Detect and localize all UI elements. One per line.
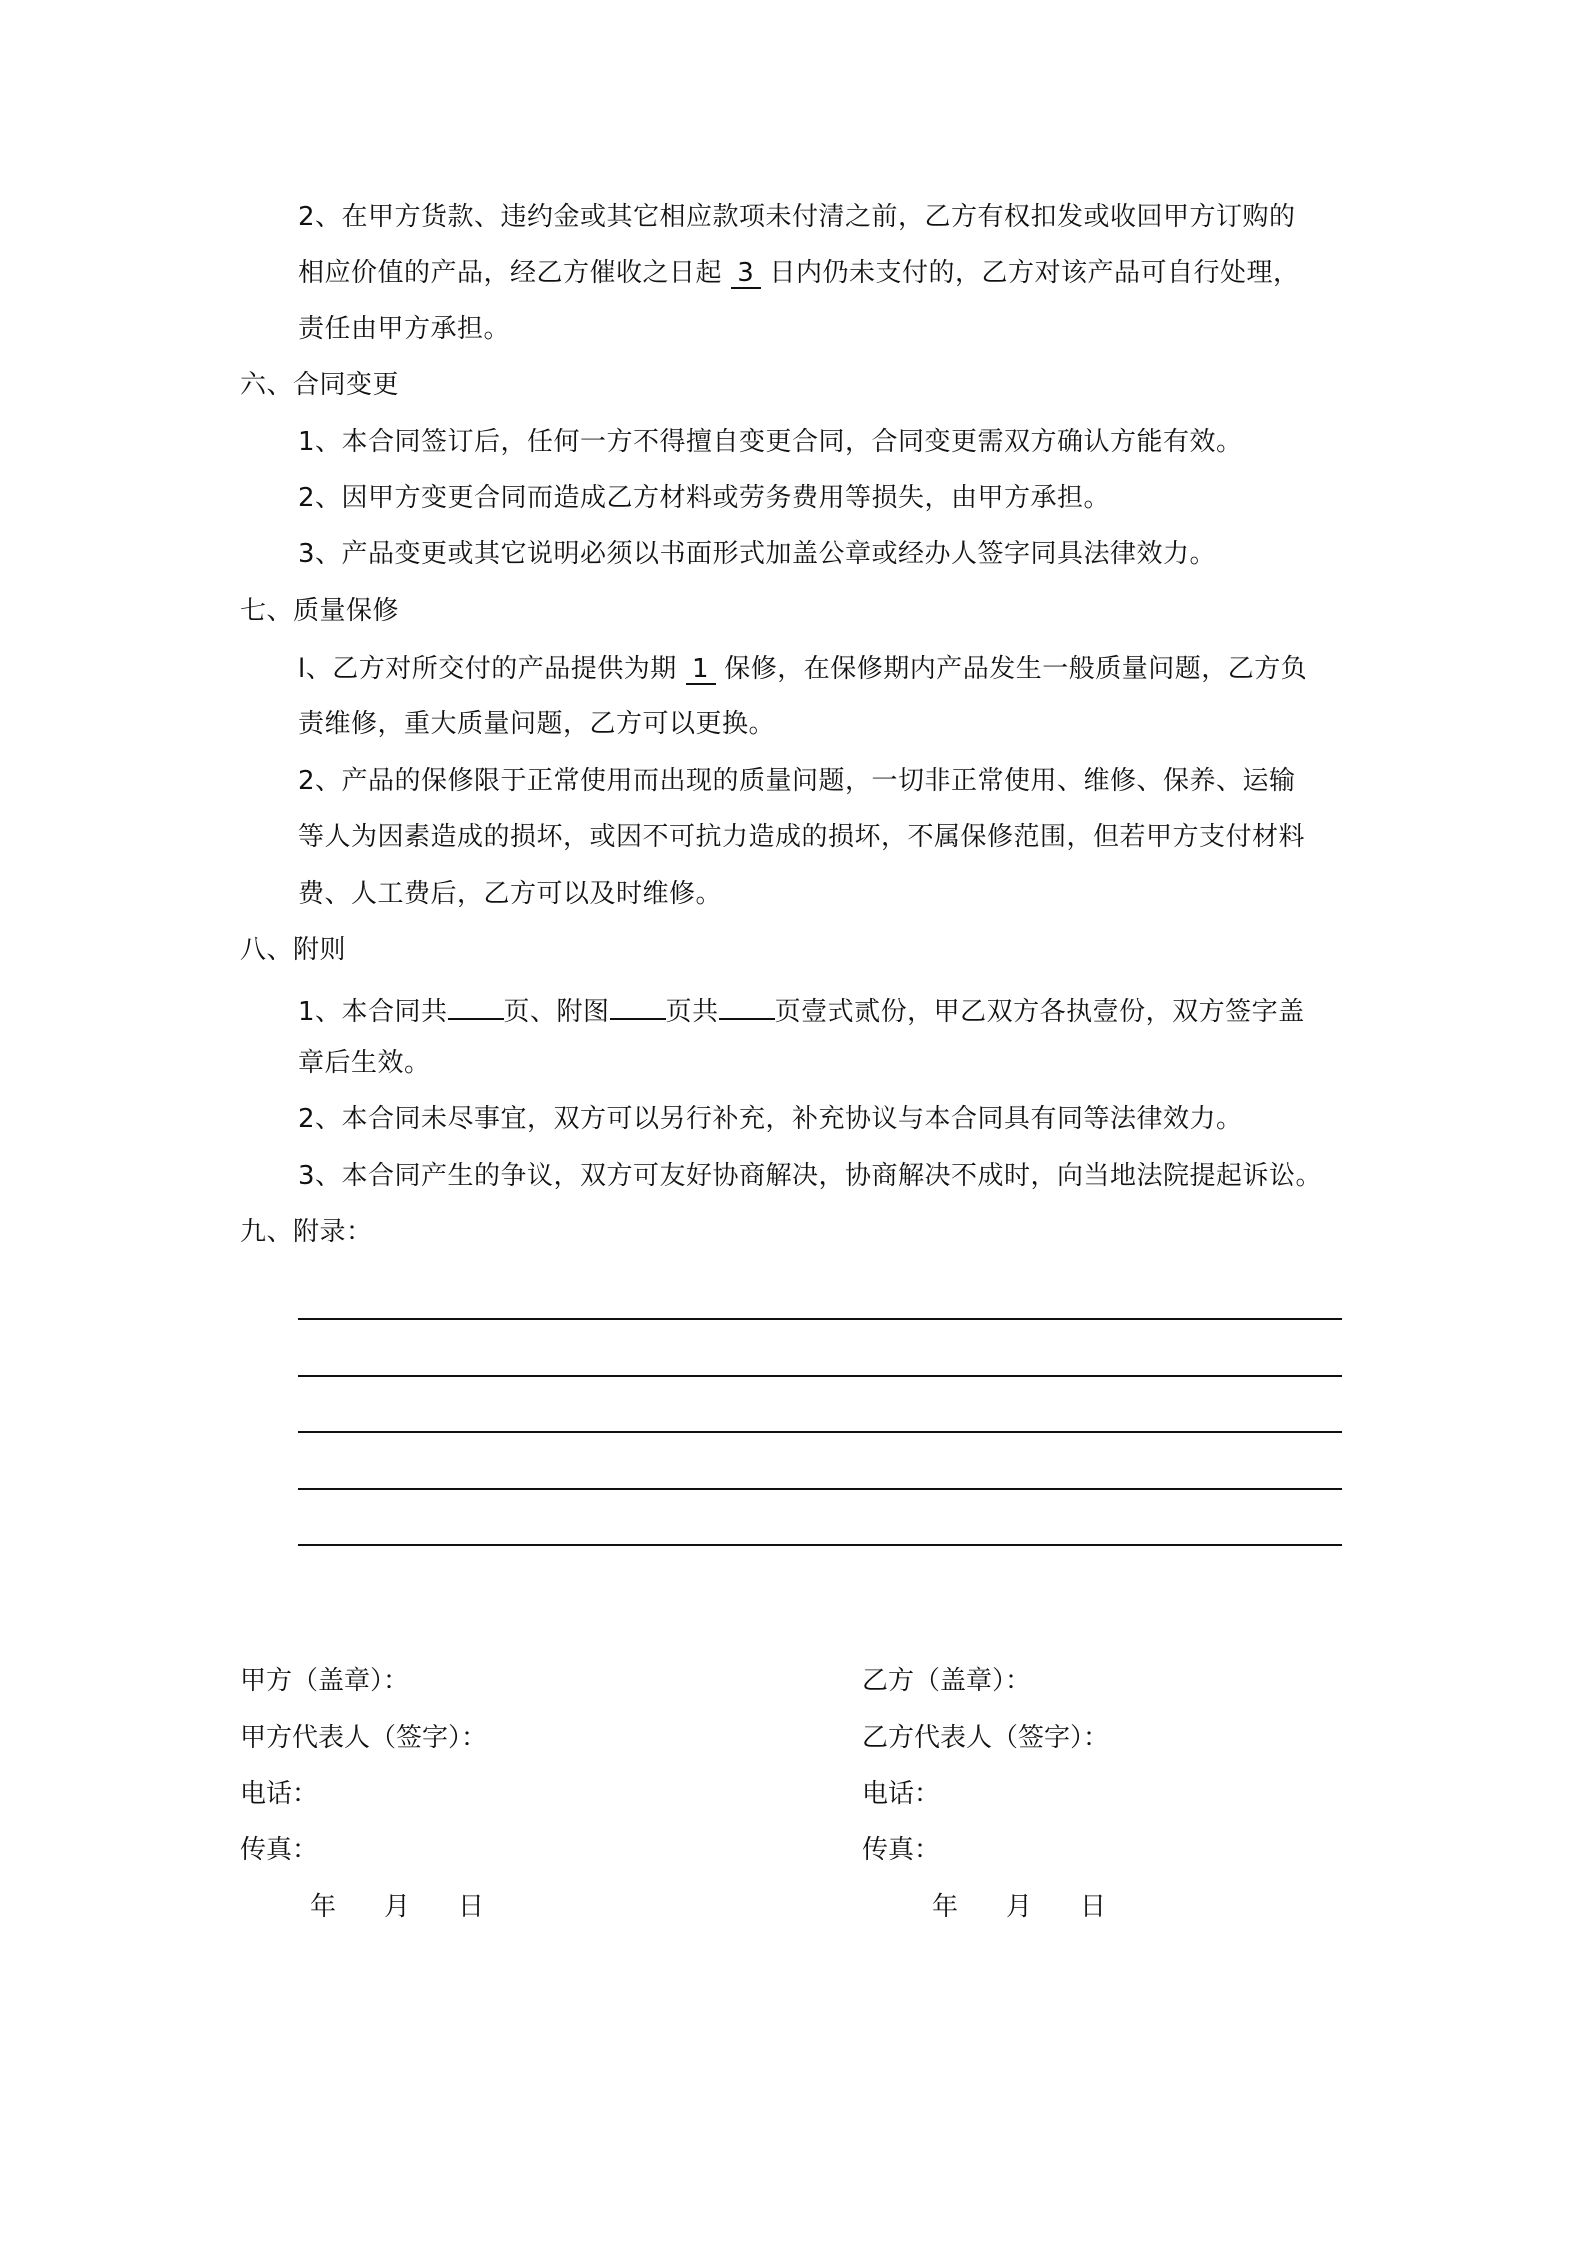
party-b-seal: 乙方（盖章）： [862,1666,1032,1696]
clause5-item2-line2 [298,256,1300,290]
clause6-item1: 1、本合同签订后，任何一方不得擅自变更合同，合同变更需双方确认方能有效。 [298,427,1243,457]
party-b-month: 月 [1006,1892,1033,1922]
appendix-line[interactable] [298,1488,1342,1490]
payment-days-value: 3 [731,259,761,289]
attachment-count-blank[interactable] [610,990,666,1020]
clause5-item2-line2-post: 日内仍未支付的，乙方对该产品可自行处理， [760,258,1300,288]
warranty-period-value: 1 [686,655,716,685]
clause7-item1-line1 [298,652,1307,686]
party-b-date [932,1890,1106,1924]
clause7-item1-pre: l、乙方对所交付的产品提供为期 [298,654,686,684]
clause6-heading: 六、合同变更 [240,370,400,400]
clause8-item1-line1 [298,990,1305,1029]
clause9-heading: 九、附录： [240,1217,373,1247]
page-count-blank[interactable] [448,990,504,1020]
clause8-item1-part4: 页壹式贰份，甲乙双方各执壹份，双方签字盖 [774,997,1305,1027]
party-a-month: 月 [384,1892,411,1922]
clause8-heading: 八、附则 [240,935,347,965]
party-b-fax: 传真： [862,1835,941,1865]
party-a-seal: 甲方（盖章）： [240,1666,410,1696]
clause7-item1-post: 保修，在保修期内产品发生一般质量问题，乙方负 [715,654,1308,684]
clause5-item2-line3: 责任由甲方承担。 [298,314,511,344]
total-pages-blank[interactable] [719,990,775,1020]
clause8-item1-part2: 页、附图 [503,997,610,1027]
appendix-line[interactable] [298,1544,1342,1546]
clause6-item3: 3、产品变更或其它说明必须以书面形式加盖公章或经办人签字同具法律效力。 [298,539,1217,569]
party-a-representative: 甲方代表人（签字）： [240,1723,488,1753]
party-a-date [310,1890,484,1924]
party-a-day: 日 [458,1892,485,1922]
clause8-item3: 3、本合同产生的争议，双方可友好协商解决，协商解决不成时，向当地法院提起诉讼。 [298,1161,1323,1191]
clause6-item2: 2、因甲方变更合同而造成乙方材料或劳务费用等损失，由甲方承担。 [298,483,1111,513]
clause7-heading: 七、质量保修 [240,596,400,626]
party-b-year: 年 [932,1892,959,1922]
clause5-item2-line1: 2、在甲方货款、违约金或其它相应款项未付清之前，乙方有权扣发或收回甲方订购的 [298,202,1296,232]
clause8-item1-part3: 页共 [665,997,719,1027]
party-a-year: 年 [310,1892,337,1922]
clause8-item1-line2: 章后生效。 [298,1048,431,1078]
clause7-item2-line1: 2、产品的保修限于正常使用而出现的质量问题，一切非正常使用、维修、保养、运输 [298,766,1296,796]
party-b-phone: 电话： [862,1779,941,1809]
clause8-item2: 2、本合同未尽事宜，双方可以另行补充，补充协议与本合同具有同等法律效力。 [298,1104,1243,1134]
appendix-line[interactable] [298,1431,1342,1433]
appendix-line[interactable] [298,1375,1342,1377]
party-a-phone: 电话： [240,1779,319,1809]
clause7-item2-line3: 费、人工费后，乙方可以及时维修。 [298,879,723,909]
party-a-fax: 传真： [240,1835,319,1865]
party-b-representative: 乙方代表人（签字）： [862,1723,1110,1753]
clause8-item1-part1: 1、本合同共 [298,997,448,1027]
clause7-item2-line2: 等人为因素造成的损坏，或因不可抗力造成的损坏，不属保修范围，但若甲方支付材料 [298,822,1306,852]
appendix-line[interactable] [298,1318,1342,1320]
clause5-item2-line2-pre: 相应价值的产品，经乙方催收之日起 [298,258,731,288]
party-b-day: 日 [1080,1892,1107,1922]
clause7-item1-line2: 责维修，重大质量问题，乙方可以更换。 [298,709,776,739]
